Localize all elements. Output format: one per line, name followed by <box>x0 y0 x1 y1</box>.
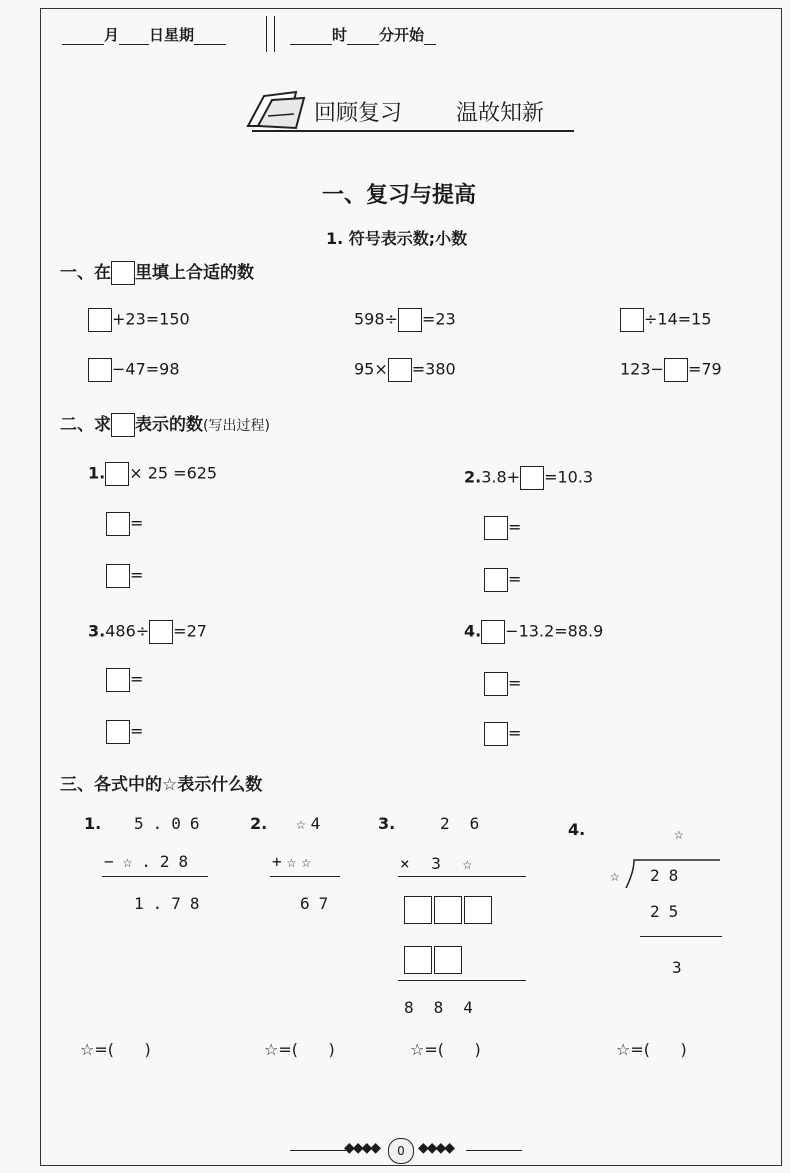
chapter-title: 一、复习与提高 <box>322 183 477 208</box>
section2-title: 二、求 表示的数(写出过程) <box>60 415 270 435</box>
answer-box[interactable] <box>404 896 432 924</box>
s2-problem-4: 4. −13.2=88.9 <box>464 620 603 644</box>
s1-eq-6: 123− =79 <box>620 358 722 382</box>
review-banner <box>244 86 574 134</box>
lesson-title: 1. 符号表示数;小数 <box>326 229 468 248</box>
s1-eq-5: 95× =380 <box>354 358 456 382</box>
section3-title: 三、各式中的☆表示什么数 <box>60 775 263 795</box>
s1-eq-2: 598÷ =23 <box>354 308 456 332</box>
s3-p4-line <box>640 936 722 937</box>
page-number: 0 <box>397 1144 405 1158</box>
s3-p4-label: 4. <box>568 820 586 839</box>
answer-box[interactable] <box>106 512 130 536</box>
answer-box[interactable] <box>620 308 644 332</box>
s3-p2-label: 2. <box>250 814 268 833</box>
answer-box[interactable] <box>434 896 462 924</box>
s3-p1-label: 1. <box>84 814 102 833</box>
answer-box[interactable] <box>484 568 508 592</box>
answer-box[interactable] <box>520 466 544 490</box>
answer-box[interactable] <box>149 620 173 644</box>
minute-start-label: 分开始 <box>379 26 425 44</box>
s3-answer-3[interactable]: ☆=( ) <box>410 1040 481 1059</box>
answer-box[interactable] <box>481 620 505 644</box>
s3-p4-quotient: ☆ <box>674 824 689 843</box>
s3-p3-row2: × 3 ☆ <box>400 854 479 873</box>
s2-p1-work-2: = <box>106 564 143 588</box>
header-divider-2 <box>274 16 275 52</box>
footer-line-left <box>290 1150 346 1151</box>
s2-p1-work-1: = <box>106 512 143 536</box>
s3-p4-subtract: 25 <box>650 902 688 921</box>
s3-p2-row3: 67 <box>300 894 338 913</box>
time-line <box>290 24 436 45</box>
s3-p4-remainder: 3 <box>672 958 687 977</box>
s3-p2-line <box>270 876 340 877</box>
s1-eq-3: ÷14=15 <box>620 308 712 332</box>
s1-eq-4: −47=98 <box>88 358 180 382</box>
s2-problem-2: 2.3.8+ =10.3 <box>464 466 593 490</box>
answer-box <box>111 261 135 285</box>
s2-p4-work-1: = <box>484 672 521 696</box>
s3-p2-row1: ☆4 <box>296 814 326 833</box>
footer-diamonds-right: ◆◆◆◆ <box>418 1140 454 1156</box>
s3-p3-line-2 <box>398 980 526 981</box>
footer-diamonds-left: ◆◆◆◆ <box>344 1140 380 1156</box>
answer-box[interactable] <box>106 720 130 744</box>
s2-problem-1: 1. × 25 =625 <box>88 462 217 486</box>
s3-answer-2[interactable]: ☆=( ) <box>264 1040 335 1059</box>
answer-box[interactable] <box>484 722 508 746</box>
answer-box[interactable] <box>106 564 130 588</box>
answer-box[interactable] <box>464 896 492 924</box>
s3-p2-row2: +☆☆ <box>272 852 316 871</box>
s3-p4-divisor: ☆ <box>610 866 625 885</box>
s2-p3-work-1: = <box>106 668 143 692</box>
page-number-badge <box>388 1138 414 1164</box>
s3-p3-row3: 884 <box>404 998 493 1017</box>
s3-answer-1[interactable]: ☆=( ) <box>80 1040 151 1059</box>
answer-box[interactable] <box>398 308 422 332</box>
date-line <box>62 24 226 45</box>
s3-p3-line-1 <box>398 876 526 877</box>
answer-box <box>111 413 135 437</box>
answer-box[interactable] <box>106 668 130 692</box>
s2-p3-work-2: = <box>106 720 143 744</box>
answer-box[interactable] <box>484 672 508 696</box>
s3-p3-partial-1 <box>404 896 492 924</box>
s3-p1-row2: −☆.28 <box>104 852 198 871</box>
header-divider-1 <box>266 16 267 52</box>
month-label: 月 <box>104 26 120 44</box>
banner-underline <box>252 130 574 132</box>
s1-eq-1: +23=150 <box>88 308 190 332</box>
s3-p3-row1: 26 <box>440 814 500 833</box>
answer-box[interactable] <box>88 358 112 382</box>
hour-label: 时 <box>332 26 348 44</box>
s2-p4-work-2: = <box>484 722 521 746</box>
answer-box[interactable] <box>88 308 112 332</box>
s3-p3-label: 3. <box>378 814 396 833</box>
book-icon <box>244 86 314 134</box>
section1-title: 一、在 里填上合适的数 <box>60 263 254 283</box>
answer-box[interactable] <box>388 358 412 382</box>
answer-box[interactable] <box>434 946 462 974</box>
banner-left-text: 回顾复习 <box>314 101 403 126</box>
s3-p1-row1: 5.06 <box>134 814 209 833</box>
day-weekday-label: 日星期 <box>149 26 195 44</box>
s3-p4-dividend: 28 <box>650 866 688 885</box>
banner-right-text: 温故知新 <box>456 101 545 126</box>
answer-box[interactable] <box>664 358 688 382</box>
s3-answer-4[interactable]: ☆=( ) <box>616 1040 687 1059</box>
s3-p1-line <box>102 876 208 877</box>
s3-p1-row3: 1.78 <box>134 894 209 913</box>
s2-p2-work-1: = <box>484 516 521 540</box>
s3-p3-partial-2 <box>404 946 462 974</box>
s2-p2-work-2: = <box>484 568 521 592</box>
answer-box[interactable] <box>105 462 129 486</box>
answer-box[interactable] <box>484 516 508 540</box>
answer-box[interactable] <box>404 946 432 974</box>
s2-problem-3: 3.486÷ =27 <box>88 620 207 644</box>
footer-line-right <box>466 1150 522 1151</box>
